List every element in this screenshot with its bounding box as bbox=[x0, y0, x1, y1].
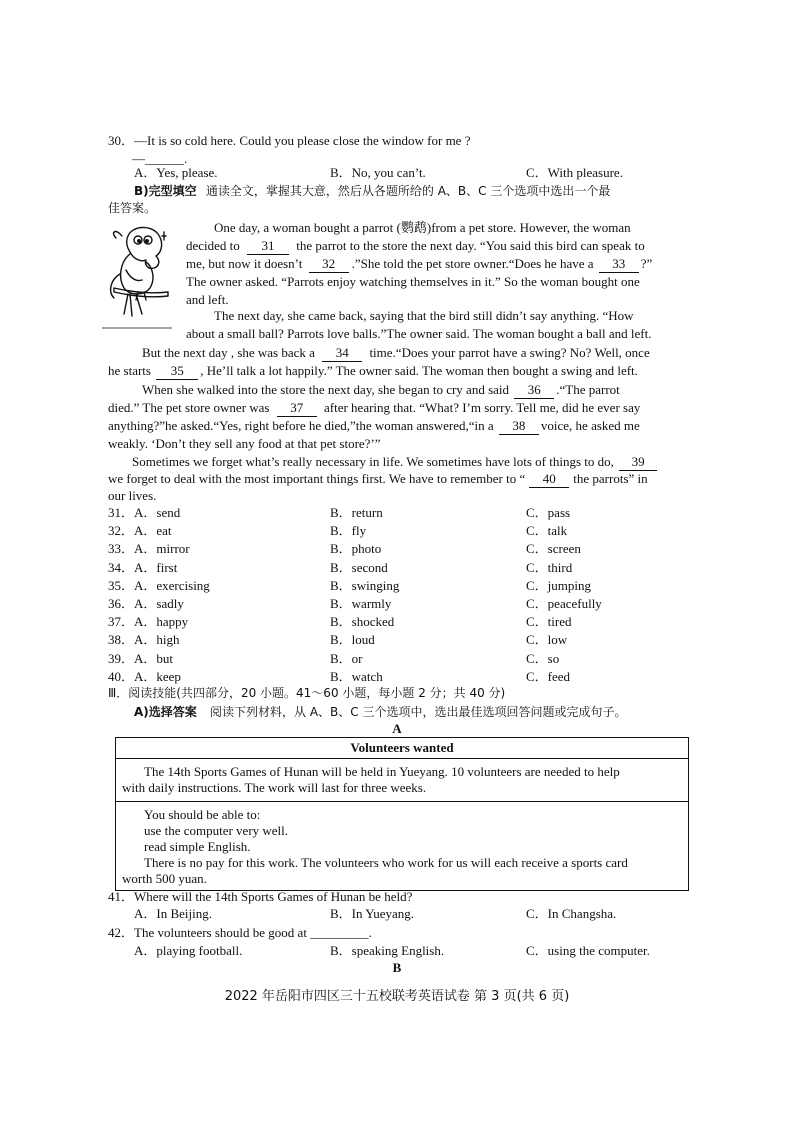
blank-33[interactable]: 33 bbox=[599, 255, 639, 273]
q41-stem: 41．Where will the 14th Sports Games of Hunan be held? bbox=[108, 889, 413, 904]
option-c[interactable]: C．jumping bbox=[526, 577, 592, 593]
passage-b-label: B bbox=[392, 960, 402, 975]
cloze-p1-line2 bbox=[186, 237, 690, 255]
blank-39[interactable]: 39 bbox=[619, 453, 657, 471]
cloze-p3-line2 bbox=[108, 362, 690, 380]
q30-stem: 30．—It is so cold here. Could you please close the window for me ? bbox=[108, 133, 471, 148]
option-b[interactable]: B．shocked bbox=[330, 614, 395, 630]
cloze-text: ?” bbox=[640, 256, 653, 271]
cloze-text: But the next day , she was back a bbox=[142, 345, 315, 360]
cloze-p1-line4: The owner asked. “Parrots enjoy watching themselves in it.” So the woman bought one bbox=[186, 274, 640, 289]
notice-req-line2: use the computer very well. bbox=[144, 823, 289, 838]
cloze-option-row bbox=[108, 577, 708, 595]
cloze-text: the parrot to the store the next day. “You said this bird can speak to bbox=[296, 238, 645, 253]
section3-title: Ⅲ．阅读技能(共四部分，20 小题。41～60 小题，每小题 2 分；共 40 分) bbox=[108, 686, 506, 700]
notice-intro-line1: The 14th Sports Games of Hunan will be held in Yueyang. 10 volunteers are needed to help bbox=[144, 764, 620, 779]
blank-35[interactable]: 35 bbox=[156, 362, 198, 380]
option-a[interactable]: A．sadly bbox=[134, 596, 184, 611]
cloze-p5-line2 bbox=[108, 470, 690, 488]
cloze-text: When she walked into the store the next day, she began to cry and said bbox=[142, 382, 510, 397]
cloze-text: time.“Does your parrot have a swing? No? Well, once bbox=[369, 345, 650, 360]
question-number: 35． bbox=[108, 577, 135, 593]
q42-stem: 42．The volunteers should be good at _________. bbox=[108, 925, 372, 940]
cloze-text: .“The parrot bbox=[556, 382, 620, 397]
question-number: 37． bbox=[108, 614, 135, 630]
cloze-text: anything?”he asked.“Yes, right before he died,”the woman answered,“in a bbox=[108, 418, 494, 433]
q42-option-b[interactable]: B．speaking English. bbox=[330, 943, 445, 958]
q42-option-a[interactable]: A．playing football. bbox=[134, 943, 243, 958]
cloze-instruction bbox=[134, 182, 690, 200]
option-a[interactable]: A．keep bbox=[134, 668, 181, 684]
option-c[interactable]: C．screen bbox=[526, 541, 581, 557]
cloze-p1-line3 bbox=[186, 255, 690, 273]
cloze-option-row bbox=[108, 595, 708, 613]
cloze-text: .”She told the pet store owner.“Does he have a bbox=[351, 256, 594, 271]
cloze-p1-line1: One day, a woman bought a parrot (鹦鹉)from a pet store. However, the woman bbox=[214, 220, 631, 235]
cloze-p4-line1 bbox=[142, 381, 690, 399]
blank-31[interactable]: 31 bbox=[247, 237, 289, 255]
section3-subheading: A)选择答案 bbox=[134, 705, 197, 719]
cloze-text: we forget to deal with the most important things first. We have to remember to “ bbox=[108, 471, 526, 486]
option-a[interactable]: A．happy bbox=[134, 614, 189, 630]
q42-option-c[interactable]: C．using the computer. bbox=[526, 943, 650, 958]
page-footer: 2022 年岳阳市四区三十五校联考英语试卷 第 3 页(共 6 页) bbox=[224, 989, 570, 1004]
notice-req-line4: There is no pay for this work. The volunteers who work for us will each receive a sports card bbox=[144, 855, 628, 870]
option-b[interactable]: B．or bbox=[330, 650, 363, 666]
cloze-instruction-text: 通读全文，掌握其大意，然后从各题所给的 A、B、C 三个选项中选出一个最 bbox=[205, 184, 611, 198]
notice-title: Volunteers wanted bbox=[116, 738, 689, 759]
option-c[interactable]: C．third bbox=[526, 559, 573, 575]
cloze-p4-line4: weakly. ‘Don’t they sell any food at that pet store?’” bbox=[108, 436, 381, 451]
notice-req-line5: worth 500 yuan. bbox=[122, 871, 207, 886]
option-b[interactable]: B．fly bbox=[330, 523, 367, 539]
blank-34[interactable]: 34 bbox=[322, 344, 362, 362]
option-c[interactable]: C．so bbox=[526, 650, 560, 666]
question-number: 32． bbox=[108, 523, 135, 539]
cloze-option-row bbox=[108, 613, 708, 631]
cloze-option-row bbox=[108, 559, 708, 577]
question-number: 40． bbox=[108, 668, 135, 684]
passage-a-label: A bbox=[392, 721, 402, 736]
cloze-instruction-cont: 佳答案。 bbox=[108, 201, 157, 215]
cloze-p4-line3 bbox=[108, 417, 690, 435]
cloze-option-row bbox=[108, 504, 708, 522]
option-b[interactable]: B．watch bbox=[330, 668, 383, 684]
blank-32[interactable]: 32 bbox=[309, 255, 349, 273]
cloze-p1-line5: and left. bbox=[186, 292, 229, 307]
notice-intro-line2: with daily instructions. The work will last for three weeks. bbox=[122, 780, 427, 795]
cloze-p4-line2 bbox=[108, 399, 690, 417]
volunteers-notice bbox=[115, 737, 689, 891]
option-c[interactable]: C．tired bbox=[526, 614, 572, 630]
q30-option-b[interactable]: B．No, you can’t. bbox=[330, 165, 426, 180]
option-b[interactable]: B．return bbox=[330, 505, 383, 520]
cloze-p5-line1 bbox=[132, 453, 690, 471]
cloze-option-row bbox=[108, 668, 708, 686]
cloze-text: voice, he asked me bbox=[540, 418, 640, 433]
option-c[interactable]: C．low bbox=[526, 632, 568, 648]
cloze-text: Sometimes we forget what’s really necessary in life. We sometimes have lots of things to do, bbox=[132, 454, 614, 469]
q41-option-a[interactable]: A．In Beijing. bbox=[134, 906, 212, 921]
option-a[interactable]: A．eat bbox=[134, 523, 172, 539]
blank-40[interactable]: 40 bbox=[529, 470, 569, 488]
blank-36[interactable]: 36 bbox=[514, 381, 554, 399]
cloze-text: , He’ll talk a lot happily.” The owner said. The woman then bought a swing and left. bbox=[200, 363, 638, 378]
cloze-p3-line1 bbox=[142, 344, 690, 362]
question-number: 34． bbox=[108, 559, 135, 575]
q41-options bbox=[108, 905, 708, 923]
cloze-heading: B)完型填空 bbox=[134, 184, 197, 198]
option-c[interactable]: C．peacefully bbox=[526, 596, 602, 611]
option-a[interactable]: A．high bbox=[134, 632, 180, 648]
option-a[interactable]: A．exercising bbox=[134, 577, 210, 593]
q30-option-a[interactable]: A．Yes, please. bbox=[134, 165, 218, 180]
question-number: 36． bbox=[108, 596, 135, 611]
q42-options bbox=[108, 942, 708, 960]
question-number: 39． bbox=[108, 650, 135, 666]
q41-option-c[interactable]: C．In Changsha. bbox=[526, 906, 617, 921]
notice-req-line1: You should be able to: bbox=[144, 807, 261, 822]
option-a[interactable]: A．but bbox=[134, 650, 174, 666]
cloze-option-row bbox=[108, 522, 708, 540]
cloze-p5-line3: our lives. bbox=[108, 488, 157, 503]
section3-instruction bbox=[134, 703, 694, 721]
option-b[interactable]: B．swinging bbox=[330, 577, 400, 593]
cloze-text: after hearing that. “What? I’m sorry. Tell me, did he ever say bbox=[323, 400, 641, 415]
q30-answer-line: —______. bbox=[132, 151, 188, 166]
option-a[interactable]: A．send bbox=[134, 505, 181, 520]
q41-option-b[interactable]: B．In Yueyang. bbox=[330, 906, 415, 921]
option-a[interactable]: A．first bbox=[134, 559, 178, 575]
cloze-text: died.” The pet store owner was bbox=[108, 400, 270, 415]
cloze-text: the parrots” in bbox=[573, 471, 648, 486]
blank-38[interactable]: 38 bbox=[499, 417, 539, 435]
section3-subinstruction: 阅读下列材料，从 A、B、C 三个选项中，选出最佳选项回答问题或完成句子。 bbox=[210, 705, 627, 719]
cloze-p2-line1: The next day, she came back, saying that the bird still didn’t say anything. “How bbox=[214, 308, 634, 323]
q30-options bbox=[108, 164, 708, 182]
notice-req-line3: read simple English. bbox=[144, 839, 251, 854]
q30-option-c[interactable]: C．With pleasure. bbox=[526, 165, 623, 180]
option-c[interactable]: C．feed bbox=[526, 668, 571, 684]
cloze-p2-line2: about a small ball? Parrots love balls.”The owner said. The woman bought a ball and left. bbox=[186, 326, 652, 341]
option-c[interactable]: C．pass bbox=[526, 505, 571, 520]
question-number: 31． bbox=[108, 505, 135, 520]
option-b[interactable]: B．photo bbox=[330, 541, 382, 557]
option-a[interactable]: A．mirror bbox=[134, 541, 190, 557]
question-number: 33． bbox=[108, 541, 135, 557]
cloze-option-row bbox=[108, 650, 708, 668]
notice-intro bbox=[116, 759, 689, 802]
option-b[interactable]: B．second bbox=[330, 559, 388, 575]
parrot-illustration bbox=[102, 222, 178, 332]
option-b[interactable]: B．warmly bbox=[330, 596, 392, 611]
cloze-option-row bbox=[108, 631, 708, 649]
cloze-text: he starts bbox=[108, 363, 151, 378]
cloze-option-row bbox=[108, 540, 708, 558]
cloze-text: decided to bbox=[186, 238, 240, 253]
blank-37[interactable]: 37 bbox=[277, 399, 317, 417]
notice-requirements bbox=[116, 802, 689, 891]
cloze-text: me, but now it doesn’t bbox=[186, 256, 303, 271]
option-b[interactable]: B．loud bbox=[330, 632, 375, 648]
option-c[interactable]: C．talk bbox=[526, 523, 568, 539]
question-number: 38． bbox=[108, 632, 135, 648]
